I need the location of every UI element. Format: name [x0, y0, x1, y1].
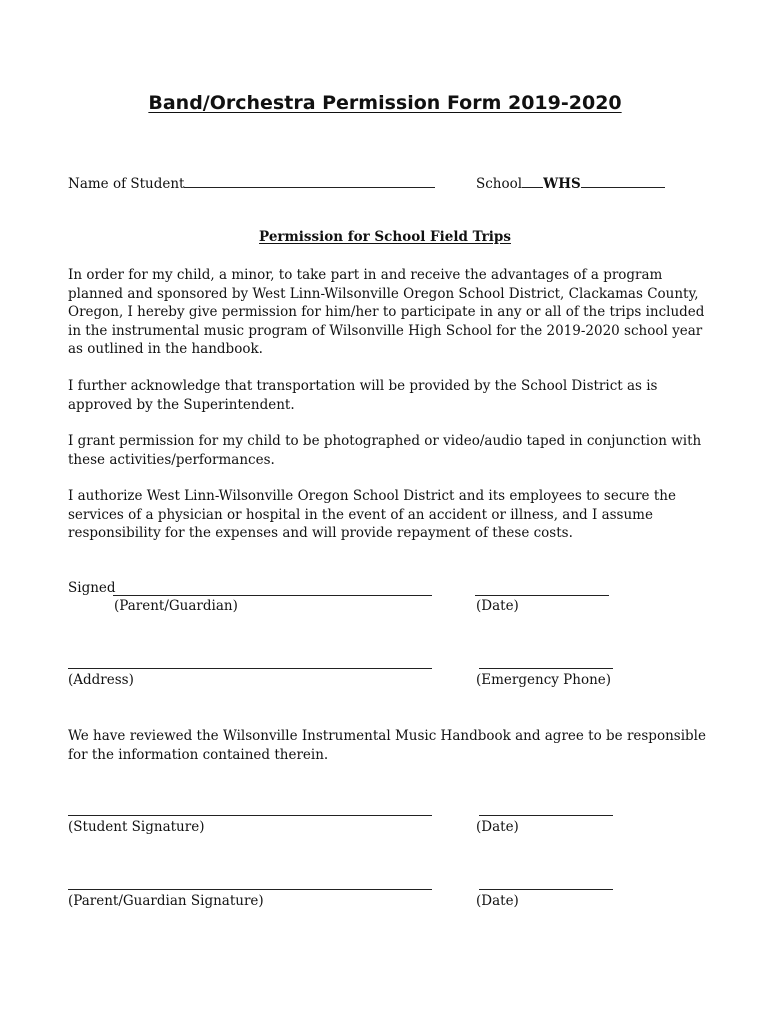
- student-name-field[interactable]: [184, 174, 435, 188]
- signed-date-line[interactable]: [475, 595, 609, 596]
- address-label: (Address): [68, 672, 134, 688]
- parent-guardian-label: (Parent/Guardian): [114, 598, 238, 614]
- parent-signature-line[interactable]: [113, 595, 432, 596]
- paragraph-transportation: I further acknowledge that transportation will be provided by the School District as is approved by the Superintendent.: [68, 378, 658, 413]
- field-trips-subheading: Permission for School Field Trips: [259, 229, 511, 245]
- school-label: School: [476, 176, 523, 192]
- paragraph-medical-authorization: I authorize West Linn-Wilsonville Oregon School District and its employees to secure the services of a physician or hospital in the event of an accident or illness, and I assume responsibility for the expenses and will provide repayment of these costs.: [68, 488, 676, 542]
- parent-date-label: (Date): [476, 893, 519, 909]
- school-field-pre[interactable]: [522, 174, 543, 188]
- student-name-row: [68, 174, 435, 192]
- parent-date-line[interactable]: [479, 889, 613, 890]
- parent-guardian-signature-line[interactable]: [68, 889, 432, 890]
- emergency-phone-line[interactable]: [479, 668, 613, 669]
- school-value: WHS: [543, 176, 581, 192]
- school-row: [476, 174, 665, 192]
- school-field-post[interactable]: [581, 174, 665, 188]
- student-date-label: (Date): [476, 819, 519, 835]
- paragraph-participation: In order for my child, a minor, to take part in and receive the advantages of a program planned and sponsored by West Linn-Wilsonville Oregon School District, Clackamas County, Oregon, I hereby give permission for him/her to participate in any or all of the trips included in the instrumental music program of Wilsonville High School for the 2019-2020 school year as outlined in the handbook.: [68, 267, 705, 358]
- student-signature-label: (Student Signature): [68, 819, 205, 835]
- signed-date-label: (Date): [476, 598, 519, 614]
- signed-label: Signed: [68, 580, 116, 596]
- handbook-statement: We have reviewed the Wilsonville Instrumental Music Handbook and agree to be responsible for the information contained therein.: [68, 728, 706, 763]
- emergency-phone-label: (Emergency Phone): [476, 672, 612, 688]
- student-name-label: Name of Student: [68, 176, 185, 192]
- parent-guardian-signature-label: (Parent/Guardian Signature): [68, 893, 264, 909]
- address-line[interactable]: [68, 668, 432, 669]
- student-signature-line[interactable]: [68, 815, 432, 816]
- form-title: Band/Orchestra Permission Form 2019-2020: [148, 92, 622, 114]
- paragraph-photo-consent: I grant permission for my child to be photographed or video/audio taped in conjunction with these activities/performances.: [68, 433, 702, 468]
- student-date-line[interactable]: [479, 815, 613, 816]
